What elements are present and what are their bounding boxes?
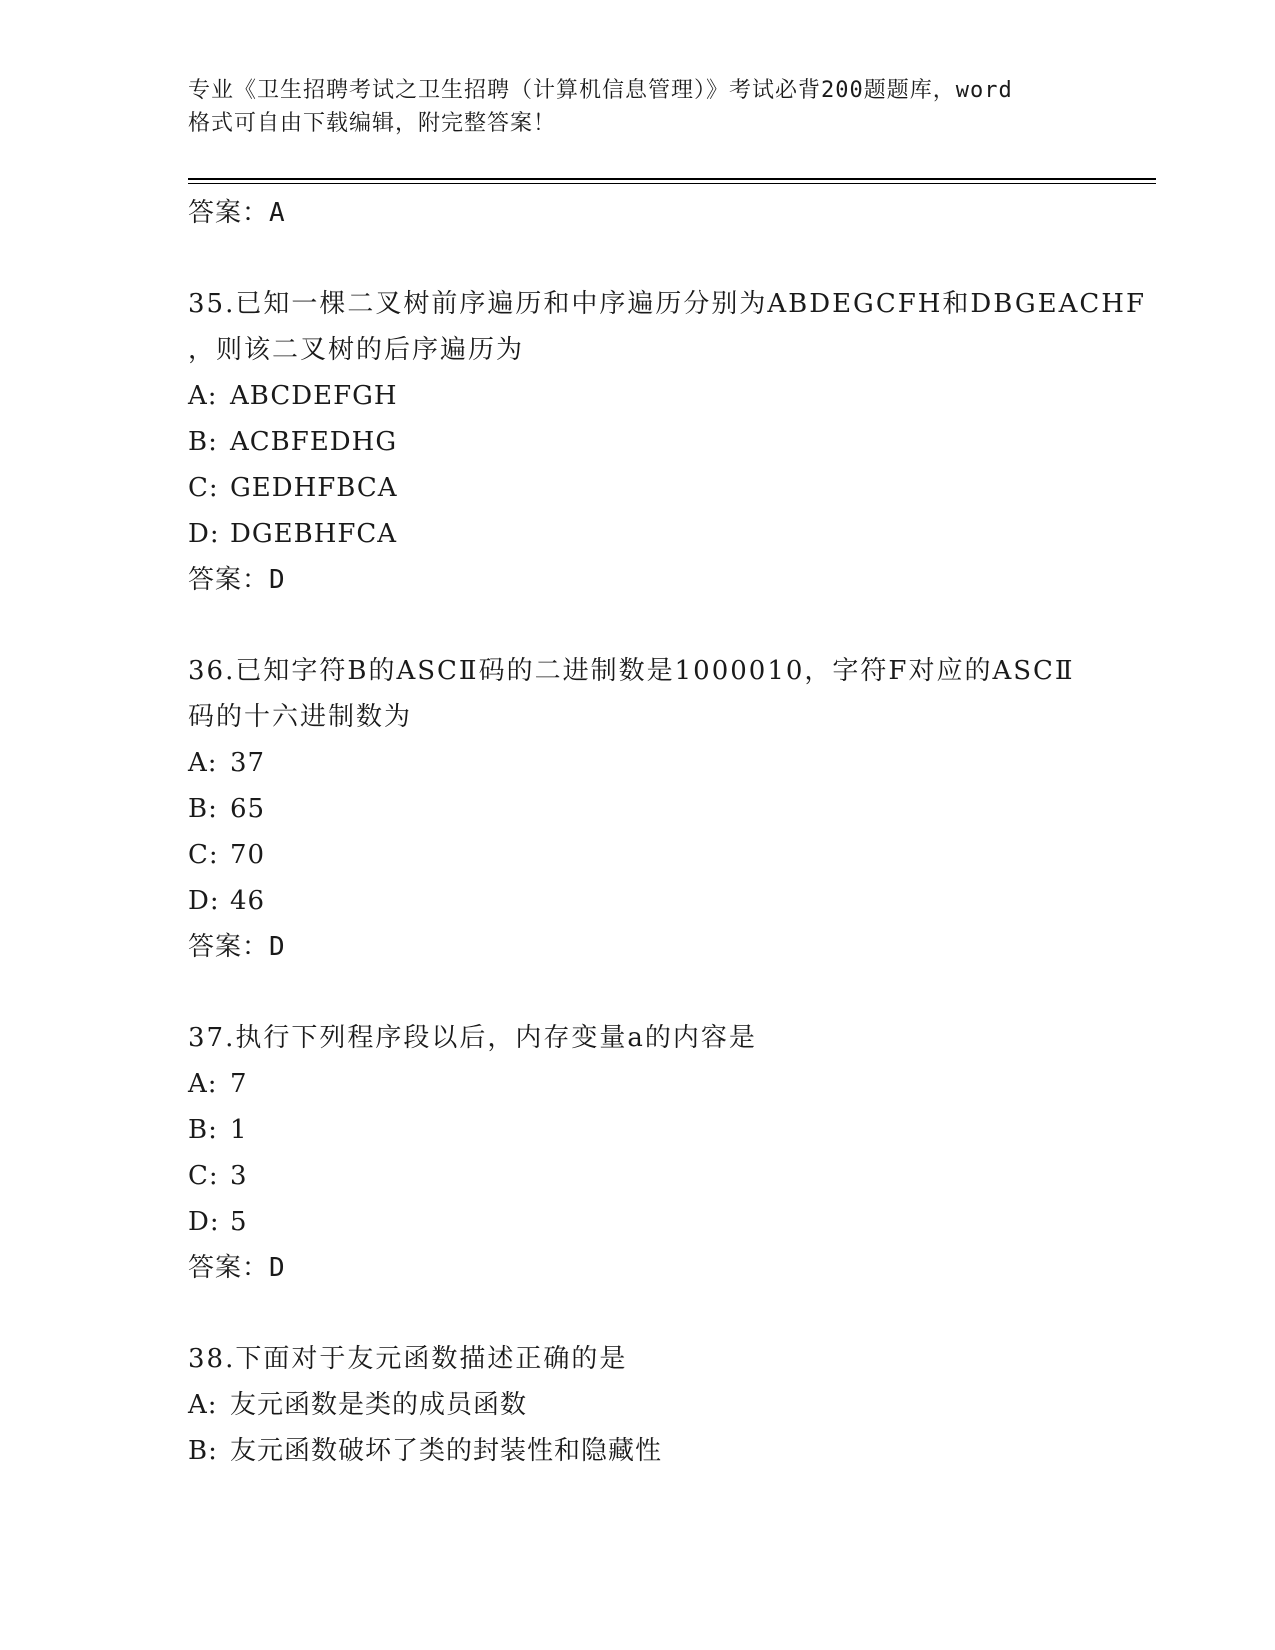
option-c: [188, 465, 1148, 511]
question-38: [188, 1336, 1148, 1474]
option-a: [188, 740, 1148, 786]
question-37: [188, 1015, 1148, 1291]
question-text-line: 35.已知一棵二叉树前序遍历和中序遍历分别为ABDEGCFH和DBGEACHF: [188, 289, 1147, 319]
answer-line: 答案：D: [188, 1253, 286, 1283]
option-text: 1: [230, 1115, 248, 1145]
header-divider-thin: [188, 183, 1156, 184]
option-text: 37: [230, 748, 266, 778]
question-text-line: 37.执行下列程序段以后，内存变量a的内容是: [188, 1023, 757, 1053]
option-c: [188, 1153, 1148, 1199]
option-letter: D:: [188, 519, 220, 549]
question-text-line: 36.已知字符B的ASCⅡ码的二进制数是1000010，字符F对应的ASCⅡ: [188, 656, 1075, 686]
option-text: 友元函数破坏了类的封装性和隐藏性: [230, 1436, 663, 1466]
option-letter: B:: [188, 427, 218, 457]
question-text-line: 码的十六进制数为: [188, 702, 413, 732]
option-b: [188, 786, 1148, 832]
option-text: ACBFEDHG: [230, 427, 398, 457]
option-letter: B:: [188, 1436, 218, 1466]
option-text: 65: [230, 794, 266, 824]
option-letter: B:: [188, 1115, 218, 1145]
option-letter: A:: [188, 1390, 218, 1420]
option-text: DGEBHFCA: [230, 519, 398, 549]
option-d: [188, 511, 1148, 557]
document-header: [188, 74, 1088, 140]
option-text: GEDHFBCA: [230, 473, 398, 503]
answer-line: 答案：D: [188, 565, 286, 595]
header-divider-thick: [188, 178, 1156, 180]
question-36: [188, 648, 1148, 970]
option-text: 7: [230, 1069, 248, 1099]
option-b: [188, 1428, 1148, 1474]
option-d: [188, 1199, 1148, 1245]
question-text-line: ，则该二叉树的后序遍历为: [188, 335, 525, 365]
option-letter: A:: [188, 381, 218, 411]
question-list: [188, 190, 1148, 1474]
option-text: 46: [230, 886, 266, 916]
answer-line: 答案：D: [188, 932, 286, 962]
option-text: ABCDEFGH: [230, 381, 398, 411]
option-text: 5: [230, 1207, 248, 1237]
option-c: [188, 832, 1148, 878]
header-line-1: 专业《卫生招聘考试之卫生招聘（计算机信息管理）》考试必背200题题库，word: [188, 78, 1013, 103]
option-a: [188, 373, 1148, 419]
option-letter: C:: [188, 473, 219, 503]
header-line-2: 格式可自由下载编辑，附完整答案！: [188, 111, 557, 136]
option-letter: D:: [188, 886, 220, 916]
option-letter: A:: [188, 1069, 218, 1099]
answer-line: 答案：A: [188, 198, 286, 228]
option-letter: B:: [188, 794, 218, 824]
option-letter: C:: [188, 1161, 219, 1191]
option-text: 友元函数是类的成员函数: [230, 1390, 528, 1420]
option-letter: C:: [188, 840, 219, 870]
question-text-line: 38.下面对于友元函数描述正确的是: [188, 1344, 628, 1374]
option-text: 3: [230, 1161, 248, 1191]
option-b: [188, 1107, 1148, 1153]
question-35: [188, 281, 1148, 603]
option-a: [188, 1382, 1148, 1428]
option-letter: D:: [188, 1207, 220, 1237]
option-b: [188, 419, 1148, 465]
option-text: 70: [230, 840, 266, 870]
option-a: [188, 1061, 1148, 1107]
option-d: [188, 878, 1148, 924]
option-letter: A:: [188, 748, 218, 778]
